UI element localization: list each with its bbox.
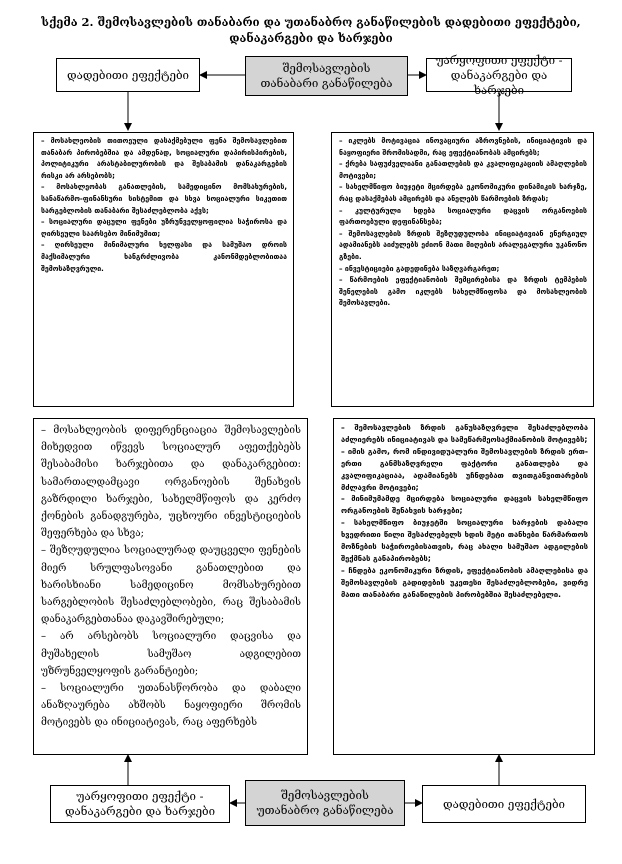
top-negative-effects-box <box>426 52 572 97</box>
list-item: – წარმოების ეფექტიანობის შემცირებისა და ზრდის ტემპების შენელების გამო იკლებს სახელმწიფოსა და მოსახლეობის შემოსავლები. <box>339 276 587 308</box>
panel-unequal-positive <box>333 418 595 755</box>
list-item: – სოციალური დაცული ფენები უზრუნველყოფილია საჭიროსა და ღირსეული საარსებო მინიმუმით; <box>41 218 287 238</box>
bottom-negative-effects-line1: უარყოფითი ეფექტი - <box>76 789 204 803</box>
list-item: – ინვესტიციები გადედინება საზღვარგარეთ; <box>339 264 500 273</box>
top-equal-distribution-line1: შემოსავლების <box>282 61 371 75</box>
list-item: – სახელმწიფო ბიუჯეტში სოციალური ხარჯების დაბალი ხვედრითი წილი შესაძლებელს ხდის მეტი თანხები წარმართოს მოზნების საჭიროებისათვის, რაც ახალი სამუშაო ადგილების შექმნას განაპირობებს; <box>341 518 588 563</box>
list-item: – მოსახლეობის დიფერენციაცია შემოსავლების მიხედვით იწვევს სოციალურ აფეთქებებს შესაბამისი ხარჯებითა და დანაკარგებით: სამართალდამცავი ორგანოების შენახვის გაზრდილი ხარჯები, სახელმწიფოს და კერძო ქონების განადგურება, უცხოური ინვესტიციების შეფერხება და სხვა; <box>41 425 301 540</box>
panel-equal-negative <box>331 132 594 407</box>
list-item: – შემოსავლების ზრდის შეზღუდულობა ინიციატივიან ენერგიულ ადამიანებს აიძულებს ეძიონ მათი მიღების არალეგალური უკანონო გზები. <box>339 229 587 261</box>
list-item: – ქრება საფუძველიანი განათლების და კვალიფიკაციის ამაღლების მოტივები; <box>339 160 587 180</box>
top-negative-effects-line1: უარყოფითი ეფექტი - <box>435 52 563 67</box>
list-item: – არ არსებობს სოციალური დაცვისა და მუშახელის სამუშაო ადგილებით უზრუნველყოფის გარანტიები; <box>41 631 301 677</box>
list-item: – მინიმუმამდე მცირდება სოციალური დაცვის სახელმწიფო ორგანოების შენახვის ხარჯები; <box>341 494 588 516</box>
list-item: – იმის გამო, რომ ინდივიდუალური შემოსავლების ზრდის ერთ-ერთი განმსაზღვრელი ფაქტორი განათლება და კვალიფიკაციაა, ადამიანებს უჩნდებათ თვითგანვითარების მძლავრი მოტივები; <box>341 446 588 492</box>
top-positive-effects-box <box>56 58 200 92</box>
list-item: – ღირსეული მინიმალური ხელფასი და სამუშაო დროის მაქსიმალური ხანგრძლივობა კანონმდებლობითაა შემოსაზღვრული. <box>41 241 287 273</box>
bottom-negative-effects-line2: დანაკარგები და ხარჯები <box>64 804 216 818</box>
top-equal-distribution-line2: თანაბარი განაწილება <box>260 76 393 90</box>
panel-equal-positive <box>33 132 294 407</box>
list-item: – სოციალური უთანასწორობა და დაბალი ანაზღაურება ახშობს ნაყოფიერი შრომის მოტივებს და ინიციატივას, რაც აფერხებს <box>41 683 301 729</box>
list-item: – ჩნდება ეკონომიკური ზრდის, ეფექტიანობის ამაღლებისა და შემოსავლების გადიდების უკეთესი შესაძლებლობები, ვიდრე მათი თანაბარი განაწილების პირობებშია შესაძლებელი. <box>341 565 588 599</box>
bottom-positive-effects-label: დადებითი ეფექტები <box>443 796 565 811</box>
top-negative-effects-line2: დანაკარგები და ხარჯები <box>450 67 548 97</box>
list-item: – სახელმწიფო ბიუჯეტი მცირდება ეკონომიკური დინამიკის ხარჯზე, რაც დასაქმებას ამცირებს და ანელებს წარმოების ზრდას; <box>339 183 587 203</box>
bottom-positive-effects-box <box>422 785 586 823</box>
bottom-unequal-distribution-line1: შემოსავლების <box>281 788 369 802</box>
bottom-unequal-distribution-box <box>245 780 405 826</box>
bottom-negative-effects-box <box>50 785 230 823</box>
top-positive-effects-label: დადებითი ეფექტები <box>67 67 189 82</box>
list-item: – კულტურული ხდება სოციალური დაცვის ორგანოების ფართოებული დეფინანსება; <box>339 206 587 227</box>
list-item: – შეზღუდულია სოციალურად დაუცველი ფენების მიერ სრულფასოვანი განათლებით და ხარისხიანი სამედიცინო მომსახურებით სარგებლობის შესაძლებლობები, რაც შესაბამის დანაკარგებთანაა დაკავშირებული; <box>41 545 301 626</box>
panel-unequal-negative <box>33 418 308 755</box>
list-item: – იკლებს მოტივაცია ინოვაციური აზროვნების, ინიციატივის და ნაყოფიერი შრომისადმი, რაც ეფექტიანობას ამცირებს; <box>339 137 587 157</box>
list-item: – შემოსავლების ზრდის განუსაზღვრელი შესაძლებლობა აძლიერებს ინიციატივას და სამეწარმეოსაქმიანობის მოტივებს; <box>341 423 588 444</box>
diagram-title-line2: დანაკარგები და ხარჯები <box>229 31 393 45</box>
top-equal-distribution-box <box>245 56 408 96</box>
bottom-unequal-distribution-line2: უთანაბრო განაწილება <box>256 803 394 817</box>
diagram-title-line1: სქემა 2. შემოსავლების თანაბარი და უთანაბრო განაწილების დადებითი ეფექტები, <box>41 15 581 29</box>
list-item: – მოსახლეობას განათლების, სამედიცინო მომსახურების, სანაწარმო-ფინანსური სისტემით და სხვა სოციალური სიკეთით სარგებლობის თანაბარი შესაძლებლობა აქვს; <box>41 183 287 215</box>
list-item: – მოსახლეობის თითოეული დასაქმებული ფენა შემოსავლებით თანაბარ პირობებშია და ამდენად, სოციალური დაპირისპირების, პოლიტიკური არასტაბილურობის და შესაბამის დანაკარგების რისკი არ არსებობს; <box>41 137 287 180</box>
